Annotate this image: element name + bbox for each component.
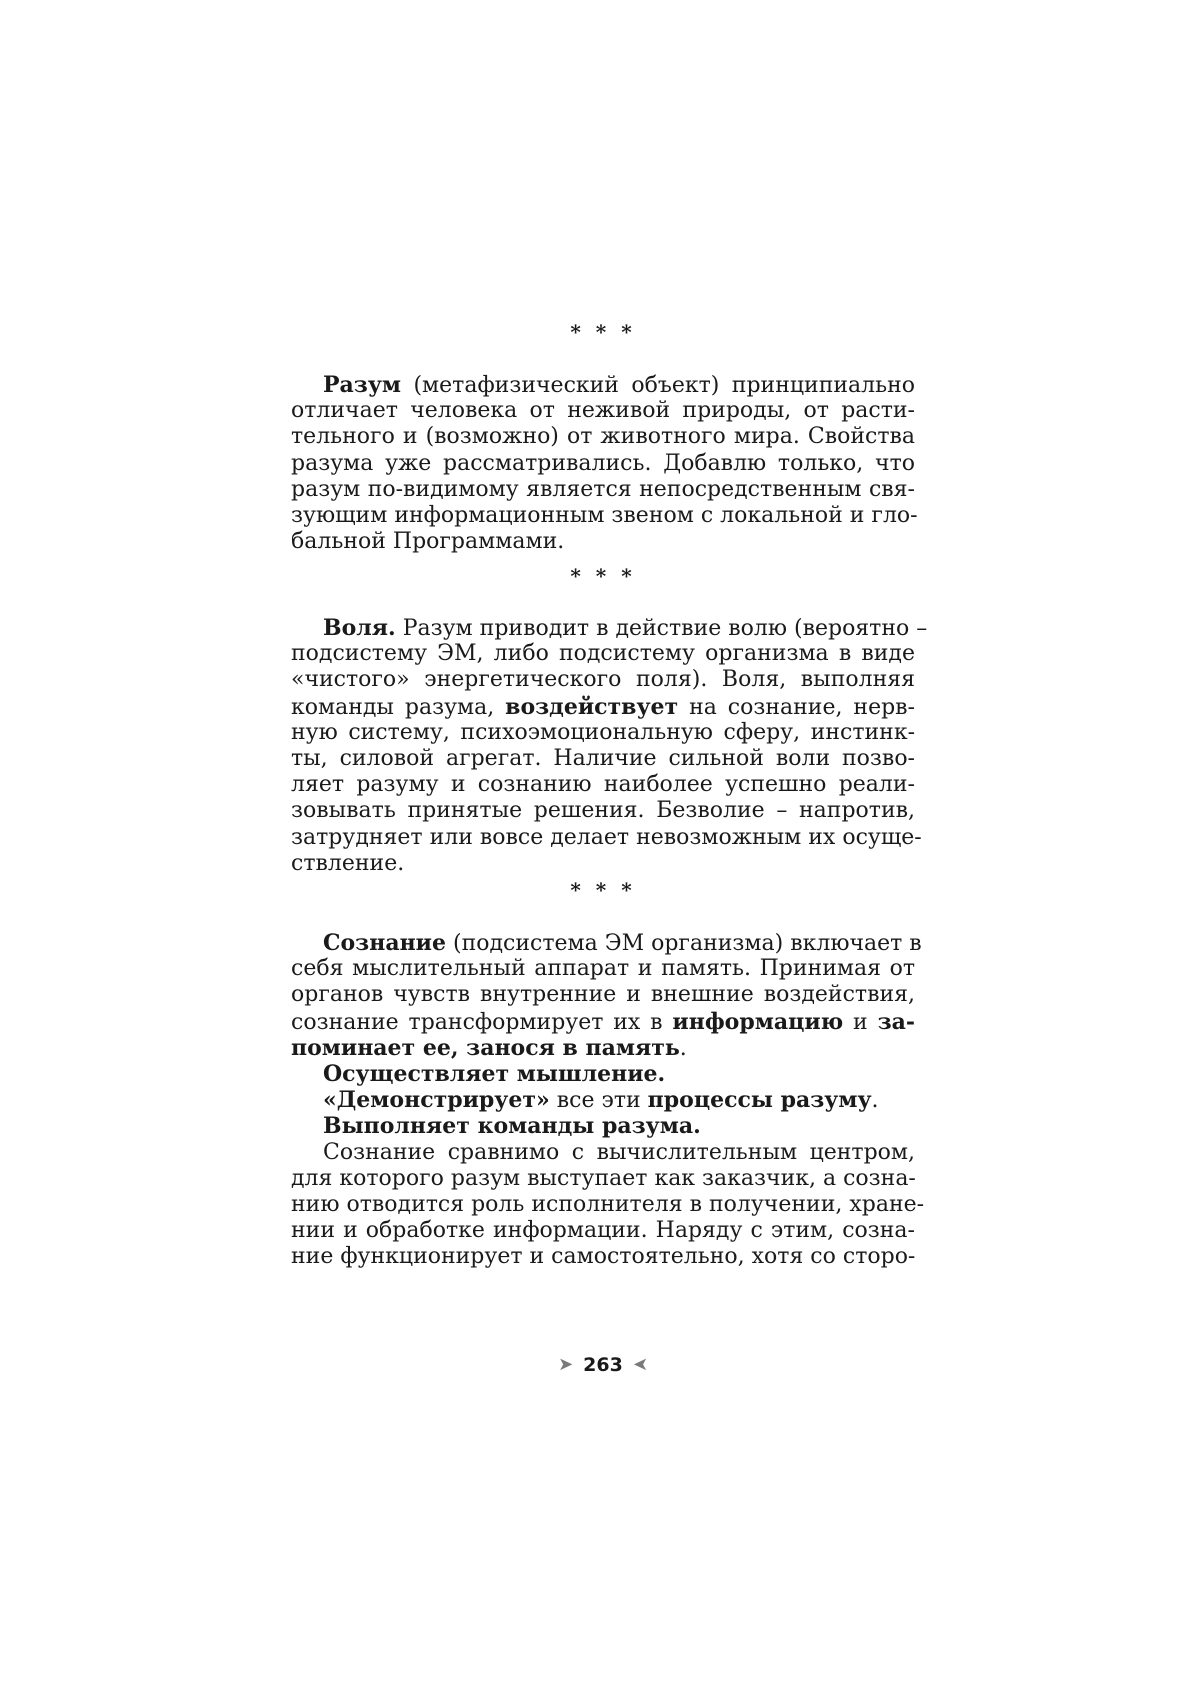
text-span: все эти (549, 1088, 648, 1114)
text-line: бальной Программами. (291, 529, 565, 555)
text-line: «чистого» энергетического поля). Воля, выполняя (291, 667, 915, 693)
text-line (291, 1061, 915, 1087)
text-span: на сознание, нерв- (678, 694, 915, 720)
paragraph-razum (291, 372, 918, 555)
text-span: . (871, 1088, 879, 1114)
emphasis-za: за- (877, 1008, 915, 1035)
text-line (291, 372, 915, 398)
text-line: затрудняет или вовсе делает невозможным их осуще- (291, 824, 922, 850)
text-line (291, 1009, 915, 1035)
paragraph-soznanie (291, 930, 925, 1270)
text-line: Сознание сравнимо с вычислительным центром, (323, 1139, 915, 1165)
emphasis-protsessy: процессы разуму (647, 1087, 872, 1114)
text-line (291, 615, 928, 641)
emphasis-zapominaet: поминает ее, занося в память (291, 1034, 680, 1061)
paragraph-volya (291, 615, 928, 877)
page-number: 263 (583, 1354, 623, 1376)
arrow-left-icon: ➤ (632, 1354, 648, 1375)
text-line: себя мыслительный аппарат и память. Принимая от (291, 956, 915, 982)
text-span: (метафизический объект) принципиально (401, 373, 915, 398)
term-volya: Воля. (323, 615, 396, 641)
emphasis-informatsiyu: информацию (672, 1008, 844, 1035)
text-line: ние функционирует и самостоятельно, хотя со сторо- (291, 1244, 916, 1270)
text-line (291, 930, 922, 956)
section-separator: * * * (570, 320, 636, 344)
text-line: тельного и (возможно) от животного мира. Свойства (291, 424, 915, 450)
text-line (291, 694, 915, 720)
text-line: ствление. (291, 850, 405, 876)
text-line: ляет разуму и сознанию наиболее успешно реали- (291, 772, 915, 798)
section-separator: * * * (570, 564, 636, 588)
text-line: для которого разум выступает как заказчик, а созна- (291, 1165, 916, 1191)
arrow-right-icon: ➤ (558, 1354, 574, 1375)
text-line: нии и обработке информации. Наряду с этим, созна- (291, 1218, 915, 1244)
text-span: (подсистема ЭМ организма) включает в (446, 931, 922, 956)
term-razum: Разум (323, 372, 402, 398)
text-span: . (679, 1035, 687, 1061)
emphasis-myshlenie: Осуществляет мышление. (323, 1060, 666, 1087)
text-span: и (843, 1009, 878, 1035)
text-line: ты, силовой агрегат. Наличие сильной воли позво- (291, 745, 915, 771)
text-span: сознание трансформирует их в (291, 1009, 673, 1035)
text-line (291, 1113, 915, 1139)
text-line: органов чувств внутренние и внешние воздействия, (291, 982, 915, 1008)
text-line: разум по-видимому является непосредственным свя- (291, 476, 915, 502)
emphasis-demonstriruet: «Демонстрирует» (323, 1087, 550, 1114)
term-soznanie: Сознание (323, 930, 446, 956)
text-line (291, 1087, 915, 1113)
emphasis-komandy: Выполняет команды разума. (323, 1113, 701, 1140)
text-line: зующим информационным звеном с локальной и гло- (291, 502, 918, 528)
section-separator: * * * (570, 878, 636, 902)
text-line (291, 1035, 915, 1061)
text-line: разума уже рассматривались. Добавлю только, что (291, 450, 915, 476)
text-line: ную систему, психоэмоциональную сферу, инстинк- (291, 719, 915, 745)
text-line: нию отводится роль исполнителя в получении, хране- (291, 1191, 925, 1217)
emphasis-vozdeystvuet: воздействует (505, 693, 679, 720)
text-span: команды разума, (291, 694, 506, 720)
text-span: Разум приводит в действие волю (вероятно – (395, 616, 928, 641)
text-line: подсистему ЭМ, либо подсистему организма в виде (291, 641, 915, 667)
text-line: зовывать принятые решения. Безволие – напротив, (291, 798, 915, 824)
page-footer (291, 1354, 915, 1376)
text-line: отличает человека от неживой природы, от расти- (291, 398, 915, 424)
